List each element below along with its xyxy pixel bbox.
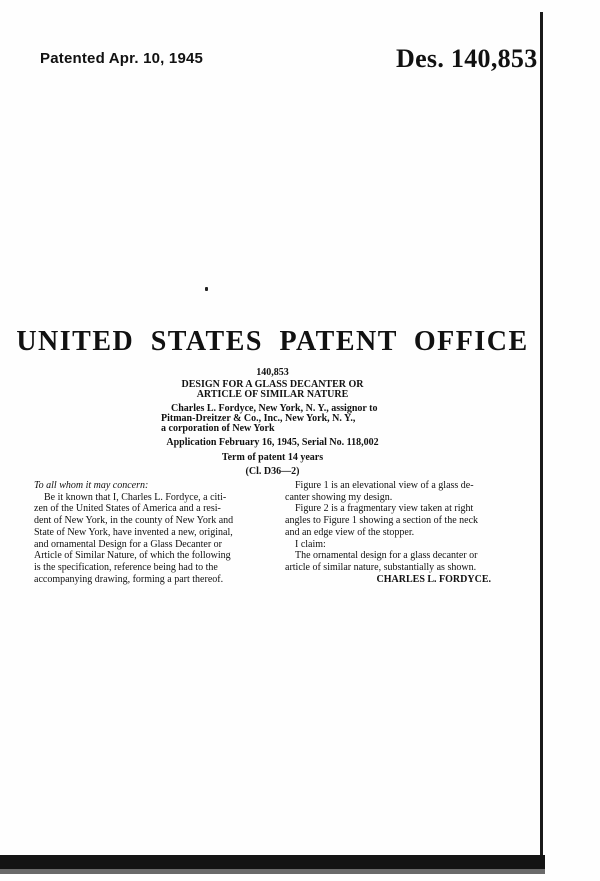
- body-line: and an edge view of the stopper.: [285, 526, 415, 538]
- patented-date: Patented Apr. 10, 1945: [40, 50, 204, 67]
- body-line: State of New York, have invented a new, original,: [34, 526, 233, 538]
- specification-column-right: [285, 480, 505, 585]
- patent-number: 140,853: [256, 367, 289, 378]
- office-title: UNITED STATES PATENT OFFICE: [16, 326, 529, 357]
- term-line: Term of patent 14 years: [221, 452, 324, 463]
- design-patent-number: Des. 140,853: [396, 44, 538, 73]
- body-line: accompanying drawing, forming a part thereof.: [34, 573, 224, 585]
- inventor-line: Charles L. Fordyce, New York, N. Y., assignor to: [171, 403, 378, 414]
- scan-border-bottom-shadow: [0, 869, 545, 874]
- claim-heading: I claim:: [295, 538, 326, 550]
- inventor-signature: CHARLES L. FORDYCE.: [376, 573, 491, 585]
- body-line: and ornamental Design for a Glass Decanter or: [34, 538, 222, 550]
- body-line: is the specification, reference being had to the: [34, 561, 218, 573]
- body-line: Be it known that I, Charles L. Fordyce, a citi-: [44, 491, 227, 503]
- design-title-line: ARTICLE OF SIMILAR NATURE: [196, 389, 349, 400]
- body-line: Figure 2 is a fragmentary view taken at right: [295, 503, 474, 515]
- body-line: zen of the United States of America and a resi-: [34, 503, 221, 515]
- body-line: Article of Similar Nature, of which the following: [34, 550, 231, 562]
- scan-speck: [205, 287, 208, 291]
- body-line: dent of New York, in the county of New York and: [34, 515, 234, 527]
- application-line: Application February 16, 1945, Serial No. 118,002: [166, 437, 379, 448]
- inventor-line: Pitman-Dreitzer & Co., Inc., New York, N. Y.,: [161, 413, 356, 424]
- claim-text: article of similar nature, substantially as shown.: [285, 561, 477, 573]
- salutation: To all whom it may concern:: [34, 480, 149, 491]
- body-line: canter showing my design.: [285, 491, 393, 503]
- claim-text: The ornamental design for a glass decanter or: [295, 550, 478, 562]
- specification-column-left: [34, 480, 284, 585]
- body-line: Figure 1 is an elevational view of a glass de-: [295, 480, 474, 491]
- classification-line: (Cl. D36—2): [245, 466, 300, 477]
- design-title-line: DESIGN FOR A GLASS DECANTER OR: [181, 379, 364, 390]
- scan-border-bottom: [0, 855, 545, 869]
- inventor-line: a corporation of New York: [161, 423, 275, 434]
- body-line: angles to Figure 1 showing a section of the neck: [285, 515, 479, 527]
